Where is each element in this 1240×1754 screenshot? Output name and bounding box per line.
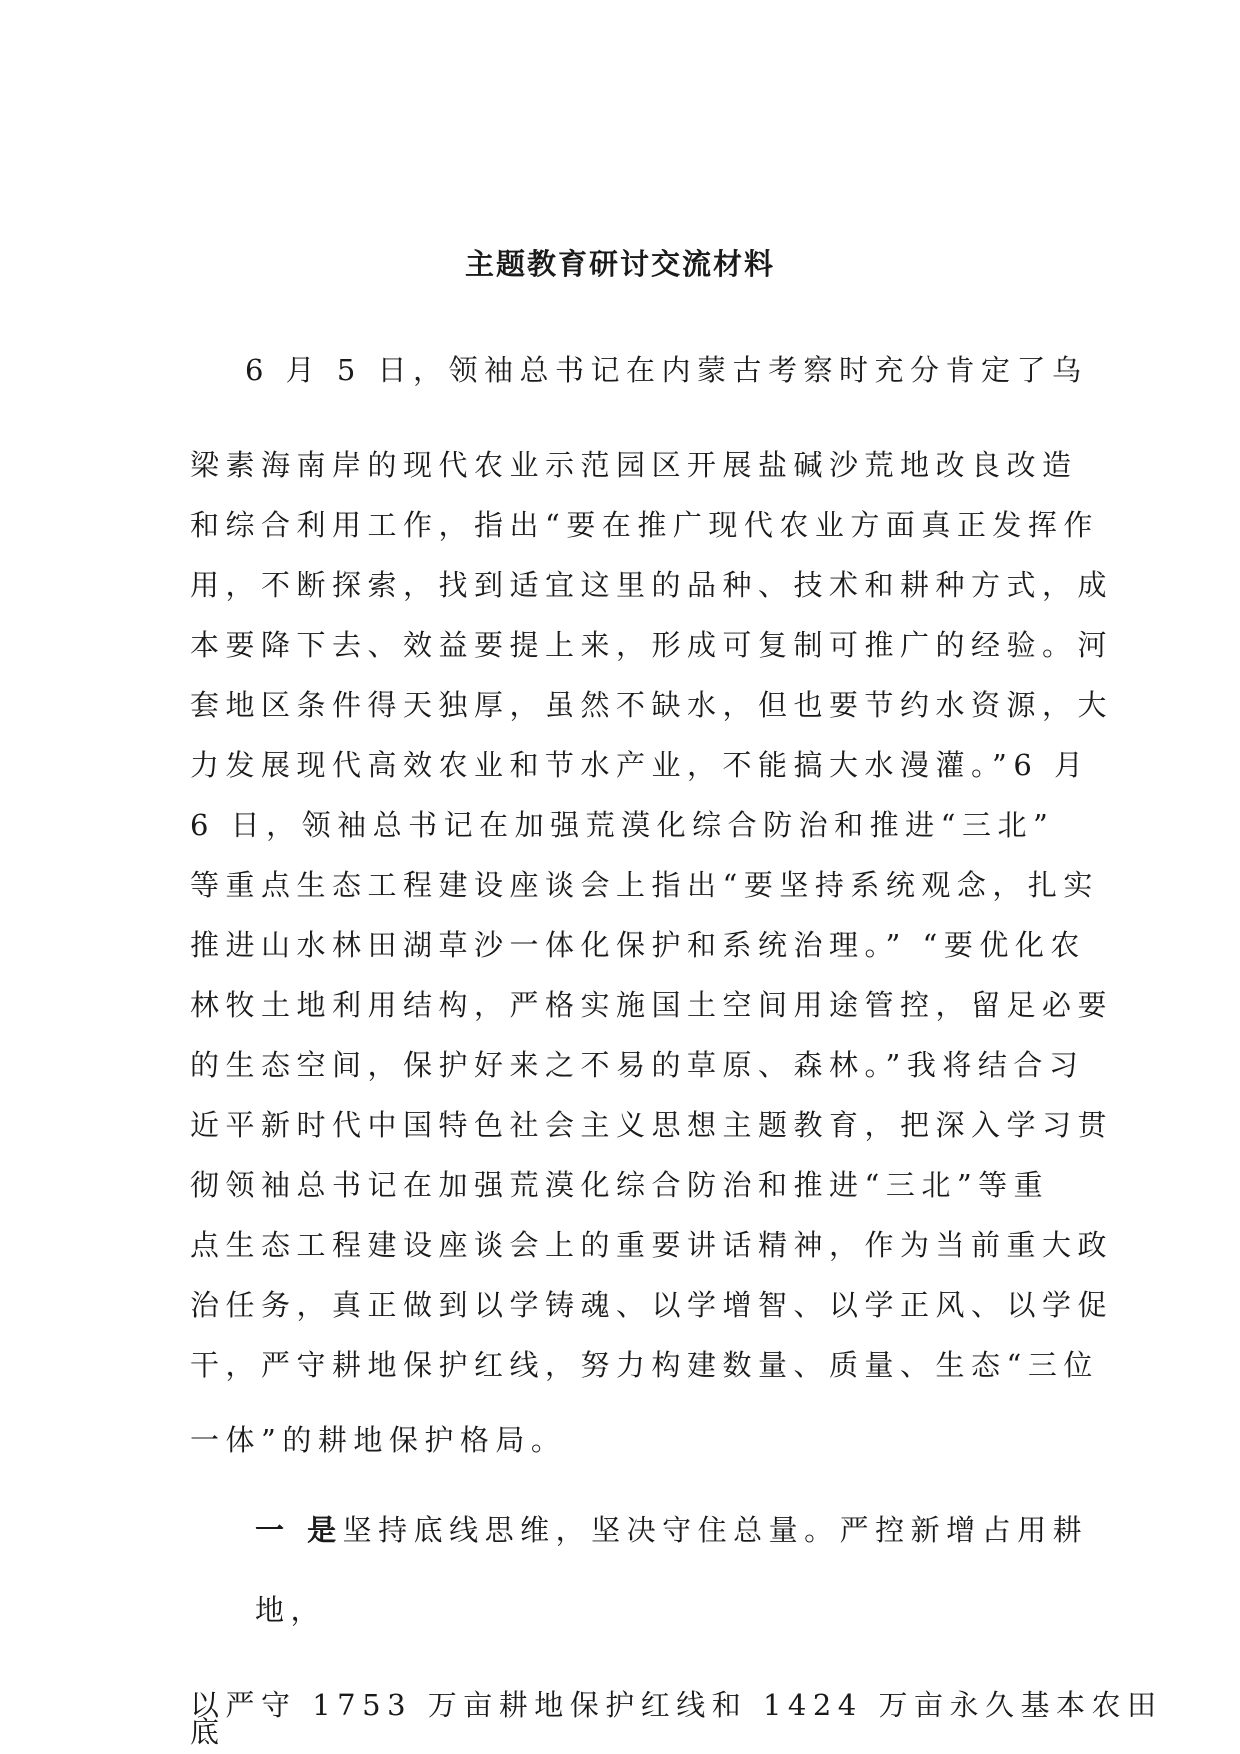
section-lead: 一 是 [255, 1513, 343, 1547]
paragraph-line: 推进山水林田湖草沙一体化保护和系统治理。” “要优化农 [190, 928, 1086, 962]
paragraph-line: 6 日，领袖总书记在加强荒漠化综合防治和推进“三北” [190, 808, 1055, 842]
paragraph-line: 治任务，真正做到以学铸魂、以学增智、以学正风、以学促 [190, 1288, 1114, 1322]
paragraph-line: 用，不断探索，找到适宜这里的品种、技术和耕种方式，成 [190, 568, 1114, 602]
paragraph-line: 近平新时代中国特色社会主义思想主题教育，把深入学习贯 [190, 1108, 1114, 1142]
paragraph-line: 本要降下去、效益要提上来，形成可复制可推广的经验。河 [190, 628, 1114, 662]
paragraph-line: 6 月 5 日，领袖总书记在内蒙古考察时充分肯定了乌 [245, 353, 1088, 387]
paragraph-line: 彻领袖总书记在加强荒漠化综合防治和推进“三北”等重 [190, 1168, 1050, 1202]
paragraph-line: 点生态工程建设座谈会上的重要讲话精神，作为当前重大政 [190, 1228, 1114, 1262]
paragraph-line: 底 [190, 1715, 226, 1749]
section-line: 地， [255, 1593, 327, 1627]
paragraph-line: 梁素海南岸的现代农业示范园区开展盐碱沙荒地改良改造 [190, 448, 1078, 482]
paragraph-line: 套地区条件得天独厚，虽然不缺水，但也要节约水资源，大 [190, 688, 1114, 722]
section-heading-line [255, 1510, 1115, 1550]
document-title: 主题教育研讨交流材料 [464, 247, 775, 281]
section-text: 坚持底线思维，坚决守住总量。严控新增占用耕 [342, 1513, 1089, 1547]
paragraph-line: 等重点生态工程建设座谈会上指出“要坚持系统观念，扎实 [190, 868, 1099, 902]
paragraph-line: 力发展现代高效农业和节水产业，不能搞大水漫灌。”6 月 [190, 748, 1090, 782]
paragraph-line: 林牧土地利用结构，严格实施国土空间用途管控，留足必要 [190, 988, 1114, 1022]
paragraph-line: 和综合利用工作，指出“要在推广现代农业方面真正发挥作 [190, 508, 1099, 542]
paragraph-line: 一体”的耕地保护格局。 [190, 1423, 567, 1457]
paragraph-line: 以严守 1753 万亩耕地保护红线和 1424 万亩永久基本农田 [190, 1688, 1163, 1722]
paragraph-line: 的生态空间，保护好来之不易的草原、森林。”我将结合习 [190, 1048, 1085, 1082]
paragraph-line: 干，严守耕地保护红线，努力构建数量、质量、生态“三位 [190, 1348, 1099, 1382]
